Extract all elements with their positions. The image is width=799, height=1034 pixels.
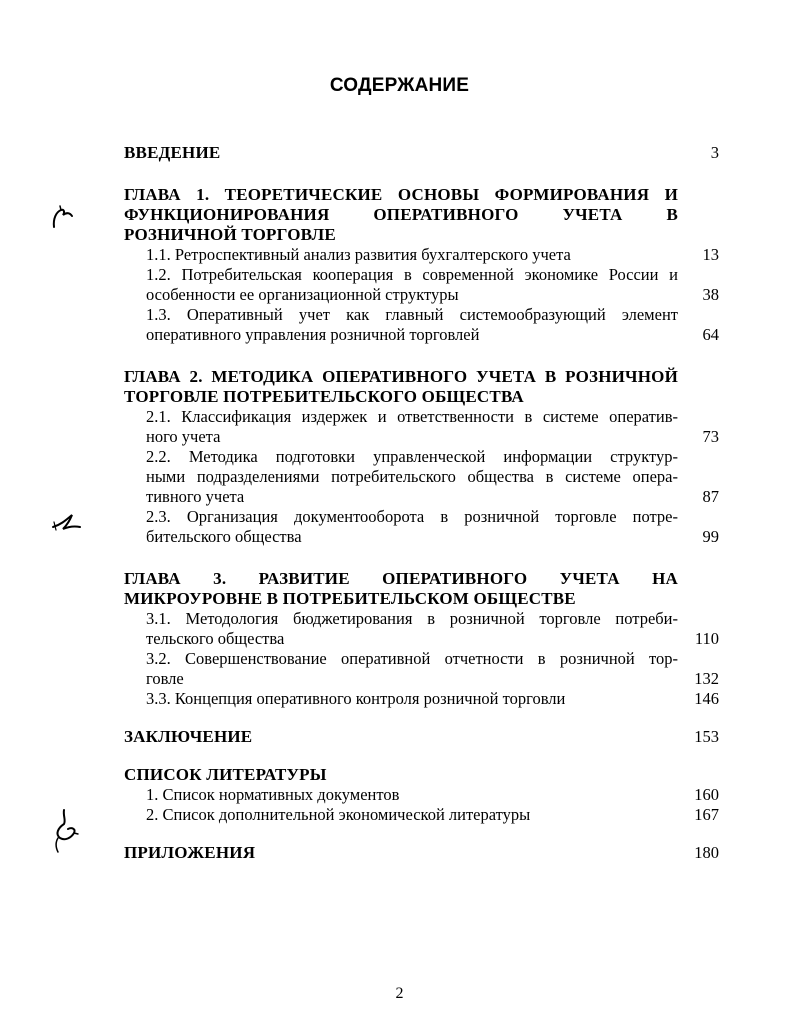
toc-section-3-2 xyxy=(146,649,719,689)
toc-entry-page: 153 xyxy=(694,727,719,746)
toc-chapter-3-heading xyxy=(124,569,719,609)
toc-references-item-2 xyxy=(146,805,719,825)
toc-section-1-2 xyxy=(146,265,719,305)
toc-section-3-1 xyxy=(146,609,719,649)
toc-entry-page: 38 xyxy=(702,285,719,304)
toc-section-2-3 xyxy=(146,507,719,547)
toc-chapter-line: МИКРОУРОВНЕ В ПОТРЕБИТЕЛЬСКОМ ОБЩЕСТВЕ xyxy=(124,589,576,608)
toc-entry-line: говле xyxy=(146,669,184,688)
toc-chapter-line: ТОРГОВЛЕ ПОТРЕБИТЕЛЬСКОГО ОБЩЕСТВА xyxy=(124,387,524,406)
toc-entry-label: 1.1. Ретроспективный анализ развития бухгалтерского учета xyxy=(146,245,571,264)
scan-mark-bottom xyxy=(52,808,82,854)
toc-entry-page: 110 xyxy=(694,629,719,648)
scan-mark-middle xyxy=(50,510,84,534)
toc-entry-label: 1. Список нормативных документов xyxy=(146,785,400,804)
toc-references-item-1 xyxy=(146,785,719,805)
toc-entry-label: ВВЕДЕНИЕ xyxy=(124,143,221,162)
toc-entry-page: 87 xyxy=(702,487,719,506)
toc-entry-page: 167 xyxy=(694,805,719,824)
toc-entry-label: 3.3. Концепция оперативного контроля розничной торговли xyxy=(146,689,566,708)
toc-entry-line: 1.2. Потребительская кооперация в современной экономике России и xyxy=(146,265,678,284)
toc-entry-appendices xyxy=(124,843,719,863)
toc-entry-line: особенности ее организационной структуры xyxy=(146,285,459,304)
toc-section-1-3 xyxy=(146,305,719,345)
toc-section-3-3 xyxy=(146,689,719,709)
toc-section-1-1 xyxy=(146,245,719,265)
toc-chapter-line: ГЛАВА 1. ТЕОРЕТИЧЕСКИЕ ОСНОВЫ ФОРМИРОВАНИЯ И xyxy=(124,185,678,204)
toc-entry-page: 64 xyxy=(702,325,719,344)
toc-entry-line: бительского общества xyxy=(146,527,302,546)
page-title: СОДЕРЖАНИЕ xyxy=(329,75,470,96)
toc-entry-line: тивного учета xyxy=(146,487,245,506)
toc-entry-line: 2.1. Классификация издержек и ответственности в системе оператив- xyxy=(146,407,678,426)
toc-section-2-2 xyxy=(146,447,719,507)
toc-entry-conclusion xyxy=(124,727,719,747)
toc-entry-label: ЗАКЛЮЧЕНИЕ xyxy=(124,727,253,746)
toc-entry-line: оперативного управления розничной торговлей xyxy=(146,325,480,344)
toc-entry-page: 13 xyxy=(702,245,719,264)
toc-entry-page: 73 xyxy=(702,427,719,446)
toc-chapter-2-heading xyxy=(124,367,719,407)
toc-entry-references xyxy=(124,765,719,785)
toc-entry-page: 132 xyxy=(694,669,719,688)
toc-entry-page: 99 xyxy=(702,527,719,546)
toc-entry-line: 3.1. Методология бюджетирования в розничной торговле потреби- xyxy=(146,609,678,628)
toc-chapter-line: ФУНКЦИОНИРОВАНИЯ ОПЕРАТИВНОГО УЧЕТА В xyxy=(124,205,678,224)
table-of-contents xyxy=(124,143,719,863)
toc-entry-page: 3 xyxy=(710,143,719,162)
toc-entry-page: 146 xyxy=(694,689,719,708)
toc-chapter-line: РОЗНИЧНОЙ ТОРГОВЛЕ xyxy=(124,225,336,244)
toc-chapter-line: ГЛАВА 3. РАЗВИТИЕ ОПЕРАТИВНОГО УЧЕТА НА xyxy=(124,569,678,588)
toc-entry-line: ного учета xyxy=(146,427,221,446)
toc-entry-label: 2. Список дополнительной экономической литературы xyxy=(146,805,531,824)
toc-entry-page: 160 xyxy=(694,785,719,804)
toc-entry-line: тельского общества xyxy=(146,629,285,648)
toc-entry-label: ПРИЛОЖЕНИЯ xyxy=(124,843,256,862)
toc-entry-line: 3.2. Совершенствование оперативной отчетности в розничной тор- xyxy=(146,649,678,668)
toc-entry-line: ными подразделениями потребительского общества в системе опера- xyxy=(146,467,678,486)
scan-mark-top xyxy=(50,203,78,231)
toc-entry-introduction xyxy=(124,143,719,163)
toc-entry-line: 2.2. Методика подготовки управленческой информации структур- xyxy=(146,447,678,466)
toc-entry-line: 2.3. Организация документооборота в розничной торговле потре- xyxy=(146,507,678,526)
toc-chapter-1-heading xyxy=(124,185,719,245)
page-number: 2 xyxy=(395,985,404,1002)
toc-entry-page: 180 xyxy=(694,843,719,862)
toc-section-2-1 xyxy=(146,407,719,447)
toc-entry-line: 1.3. Оперативный учет как главный системообразующий элемент xyxy=(146,305,678,324)
toc-chapter-line: ГЛАВА 2. МЕТОДИКА ОПЕРАТИВНОГО УЧЕТА В РОЗНИЧНОЙ xyxy=(124,367,678,386)
toc-entry-label: СПИСОК ЛИТЕРАТУРЫ xyxy=(124,765,327,784)
